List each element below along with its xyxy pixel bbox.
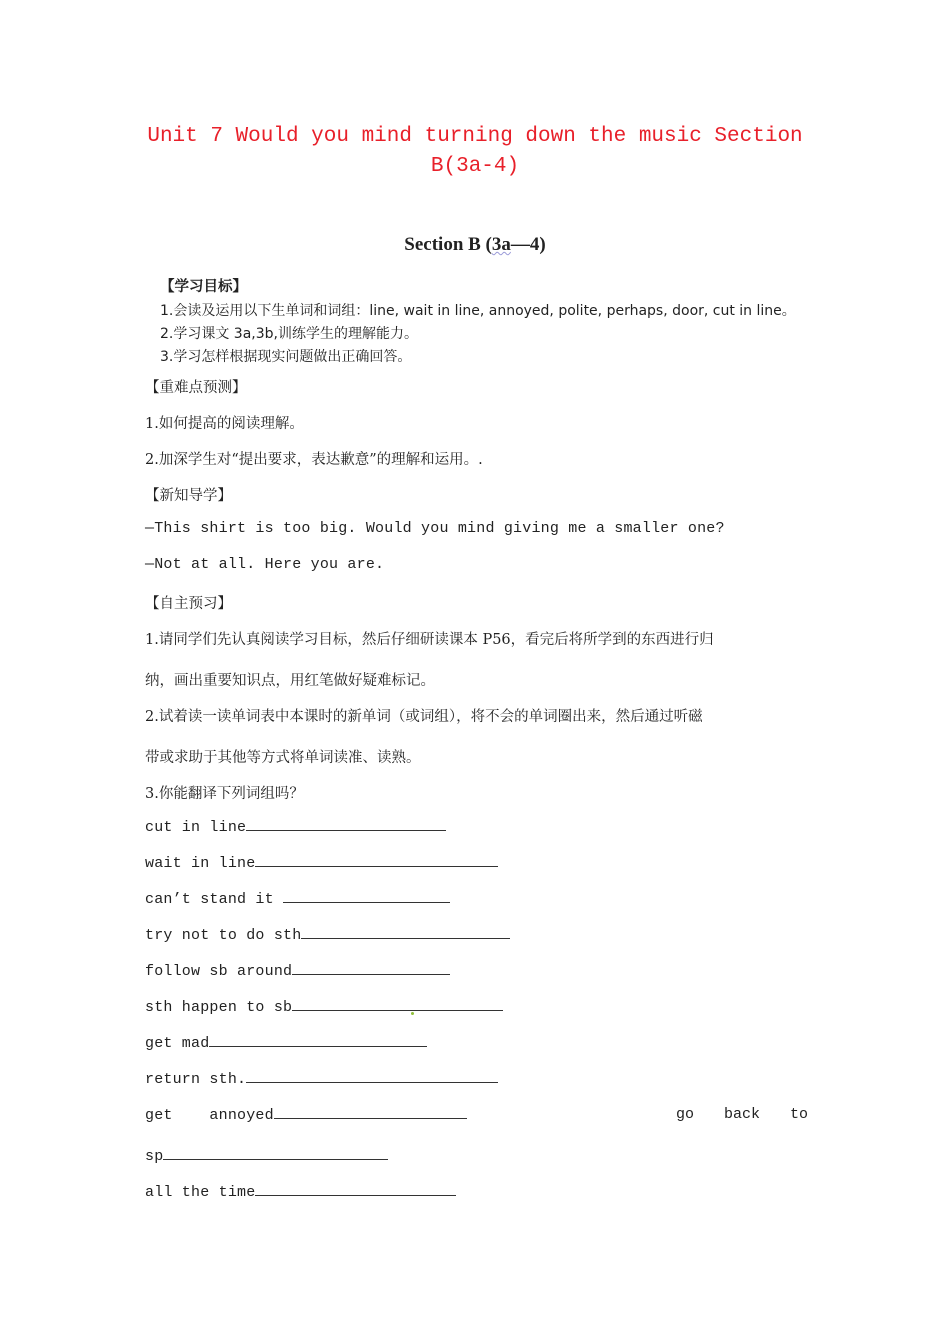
phrase-row [145,962,450,980]
phrase-row [145,926,510,944]
phrase-word-to: to [790,1106,809,1123]
phrase-row [145,854,498,872]
phrase-row [145,1034,427,1052]
answer-blank[interactable] [255,1183,456,1196]
answer-blank[interactable] [255,854,498,867]
phrase-row [145,1147,388,1165]
goal-item-2: 2.学习课文 3a,3b,训练学生的理解能力。 [160,326,418,342]
phrase-word-go: go [676,1106,695,1123]
preview-item-3: 3.你能翻译下列词组吗？ [145,786,304,802]
phrase-row [145,1183,456,1201]
answer-blank[interactable] [301,926,510,939]
stray-dot-mark [411,1012,414,1015]
preview-item-2a: 2.试着读一读单词表中本课时的新单词（或词组），将不会的单词圈出来，然后通过听磁 [145,709,703,725]
preview-item-1b: 纳，画出重要知识点，用红笔做好疑难标记。 [145,673,435,689]
phrase-label: get annoyed [145,1107,274,1124]
phrase-row [145,998,503,1016]
section-subtitle [0,234,950,256]
answer-blank[interactable] [283,890,450,903]
key-points-heading: 【重难点预测】 [145,380,247,396]
phrase-label: wait in line [145,855,256,872]
dialogue-line-1: —This shirt is too big. Would you mind giving me a smaller one? [145,520,725,537]
phrase-label: can’t stand it [145,891,284,908]
phrase-row [145,818,446,836]
answer-blank[interactable] [292,998,503,1011]
new-knowledge-heading: 【新知导学】 [145,488,232,504]
phrase-label: get mad [145,1035,210,1052]
preview-item-2b: 带或求助于其他等方式将单词读准、读熟。 [145,750,421,766]
phrase-label: return sth. [145,1071,247,1088]
phrase-label: all the time [145,1184,256,1201]
phrase-label: cut in line [145,819,247,836]
dialogue-line-2: —Not at all. Here you are. [145,556,385,573]
preview-item-1a: 1.请同学们先认真阅读学习目标，然后仔细研读课本 P56，看完后将所学到的东西进行归 [145,632,714,648]
preview-heading: 【自主预习】 [145,596,232,612]
subtitle-suffix: —4) [510,234,546,255]
answer-blank[interactable] [246,1070,498,1083]
goals-heading: 【学习目标】 [160,279,247,295]
key-point-1: 1.如何提高的阅读理解。 [145,416,304,432]
phrase-row [145,1106,467,1124]
answer-blank[interactable] [292,962,450,975]
phrase-label: sth happen to sb [145,999,293,1016]
phrase-label: sp [145,1148,164,1165]
phrase-row [145,890,450,908]
phrase-word-back: back [724,1106,761,1123]
answer-blank[interactable] [209,1034,427,1047]
key-point-2: 2.加深学生对“提出要求，表达歉意”的理解和运用。. [145,452,483,468]
document-title: Unit 7 Would you mind turning down the music Section B(3a-4) [147,125,803,178]
goal-item-1: 1.会读及运用以下生单词和词组：line, wait in line, annoyed, polite, perhaps, door, cut in line。 [160,303,796,319]
phrase-row [145,1070,498,1088]
subtitle-prefix: Section B ( [404,234,492,255]
phrase-label: try not to do sth [145,927,302,944]
answer-blank[interactable] [163,1147,388,1160]
subtitle-underlined: 3a [491,234,511,255]
answer-blank[interactable] [274,1106,467,1119]
answer-blank[interactable] [246,818,446,831]
phrase-label: follow sb around [145,963,293,980]
goal-item-3: 3.学习怎样根据现实问题做出正确回答。 [160,349,412,365]
